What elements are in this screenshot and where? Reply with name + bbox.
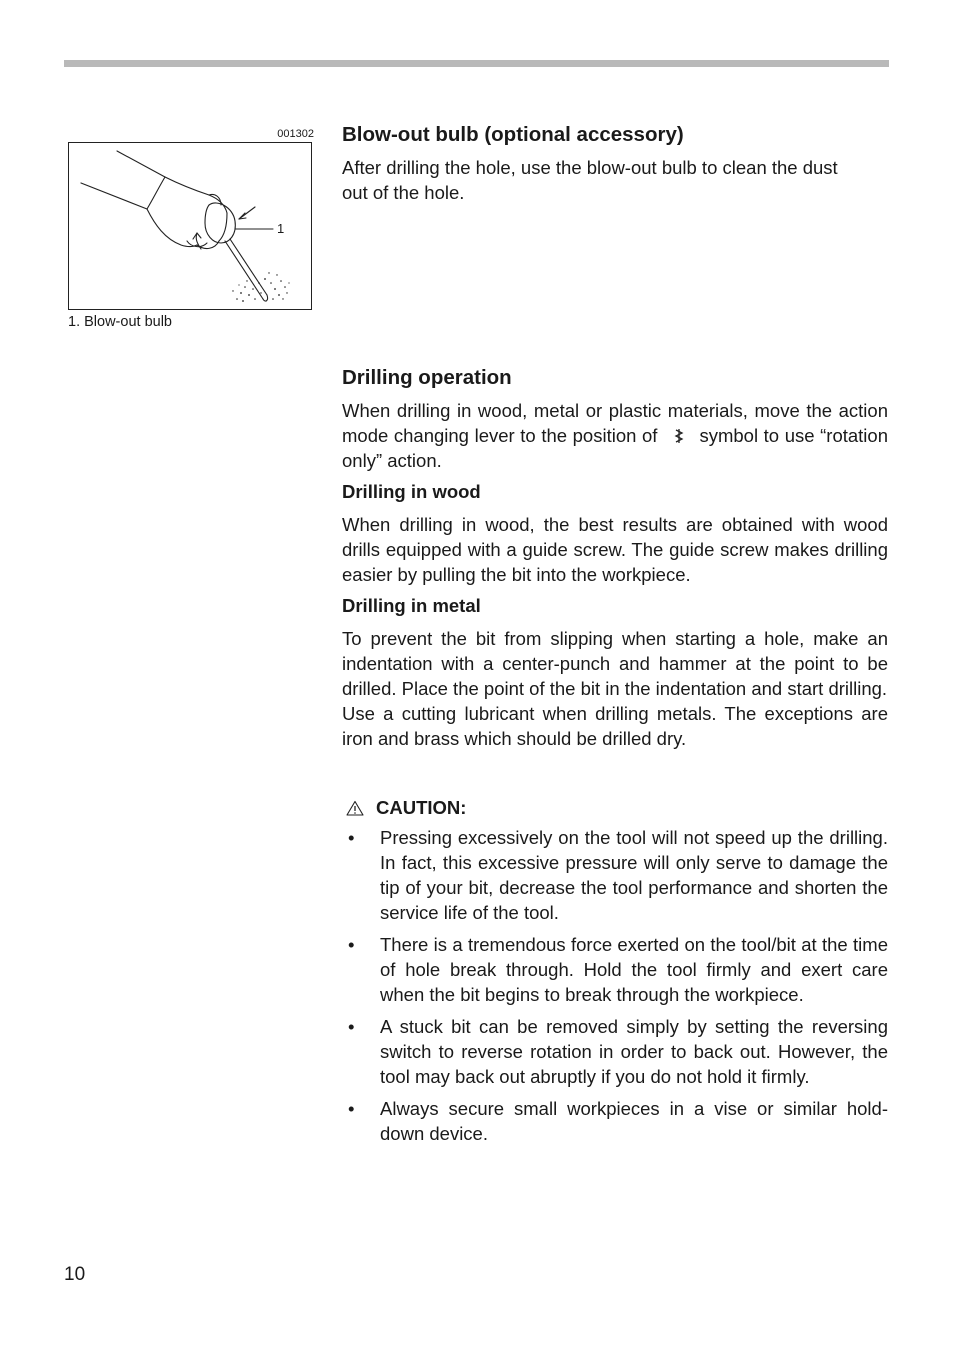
drilling-intro [342, 398, 888, 473]
bullet-icon: • [348, 1016, 355, 1037]
drilling-wood-title: Drilling in wood [342, 481, 481, 502]
list-item: • Pressing excessively on the tool will not speed up the drilling. In fact, this excessive pressure will only serve to damage the tip of your bit, decrease the tool performance and shorten the service life of the tool. [348, 827, 888, 923]
hand-with-bulb-icon [69, 143, 312, 310]
caution-list [342, 825, 888, 1146]
list-item: • There is a tremendous force exerted on the tool/bit at the time of hole break through. Hold the tool firmly and exert care when the bit begins to break through the workpiece. [348, 934, 888, 1005]
blowout-text-line2: out of the hole. [342, 182, 465, 203]
blowout-section [342, 122, 888, 205]
drilling-section [342, 365, 888, 751]
blow-out-bulb-illustration [68, 142, 312, 310]
drilling-intro-start: When drilling in wood, metal or plastic materials, move the action mode changing lever to the position of [342, 400, 888, 446]
bullet-icon: • [348, 1098, 355, 1119]
drilling-wood-text: When drilling in wood, the best results are obtained with wood drills equipped with a guide screw. The guide screw makes drilling easier by pulling the bit into the workpiece. [342, 514, 888, 585]
blowout-text-line1: After drilling the hole, use the blow-out bulb to clean the dust [342, 157, 838, 178]
list-item: • A stuck bit can be removed simply by setting the reversing switch to reverse rotation in order to back out. However, the tool may back out abruptly if you do not hold it firmly. [348, 1016, 888, 1087]
drilling-metal-title: Drilling in metal [342, 595, 481, 616]
drilling-intro-end: symbol to use “rotation only” action. [342, 425, 888, 471]
caution-section [342, 796, 888, 1153]
bullet-icon: • [348, 827, 355, 848]
blowout-text [342, 155, 888, 205]
warning-triangle-icon [346, 800, 364, 816]
figure-caption: 1. Blow-out bulb [68, 314, 172, 330]
page-number: 10 [64, 1264, 86, 1285]
figure-callout-number: 1 [277, 221, 285, 236]
figure-code: 001302 [277, 128, 314, 140]
caution-title: CAUTION: [376, 797, 467, 818]
bullet-icon: • [348, 934, 355, 955]
drilling-metal-text-2: Use a cutting lubricant when drilling metals. The exceptions are iron and brass which should be drilled dry. [342, 703, 888, 749]
blowout-title: Blow-out bulb (optional accessory) [342, 123, 684, 146]
drilling-metal-text-1: To prevent the bit from slipping when starting a hole, make an indentation with a center-punch and hammer at the point to be drilled. Place the point of the bit in the indentation and start drilling. [342, 628, 888, 699]
top-rule [64, 60, 889, 67]
caution-heading [342, 796, 888, 820]
drilling-title: Drilling operation [342, 366, 512, 389]
list-item: • Always secure small workpieces in a vise or similar hold-down device. [348, 1098, 888, 1144]
drill-bit-icon [673, 428, 685, 444]
